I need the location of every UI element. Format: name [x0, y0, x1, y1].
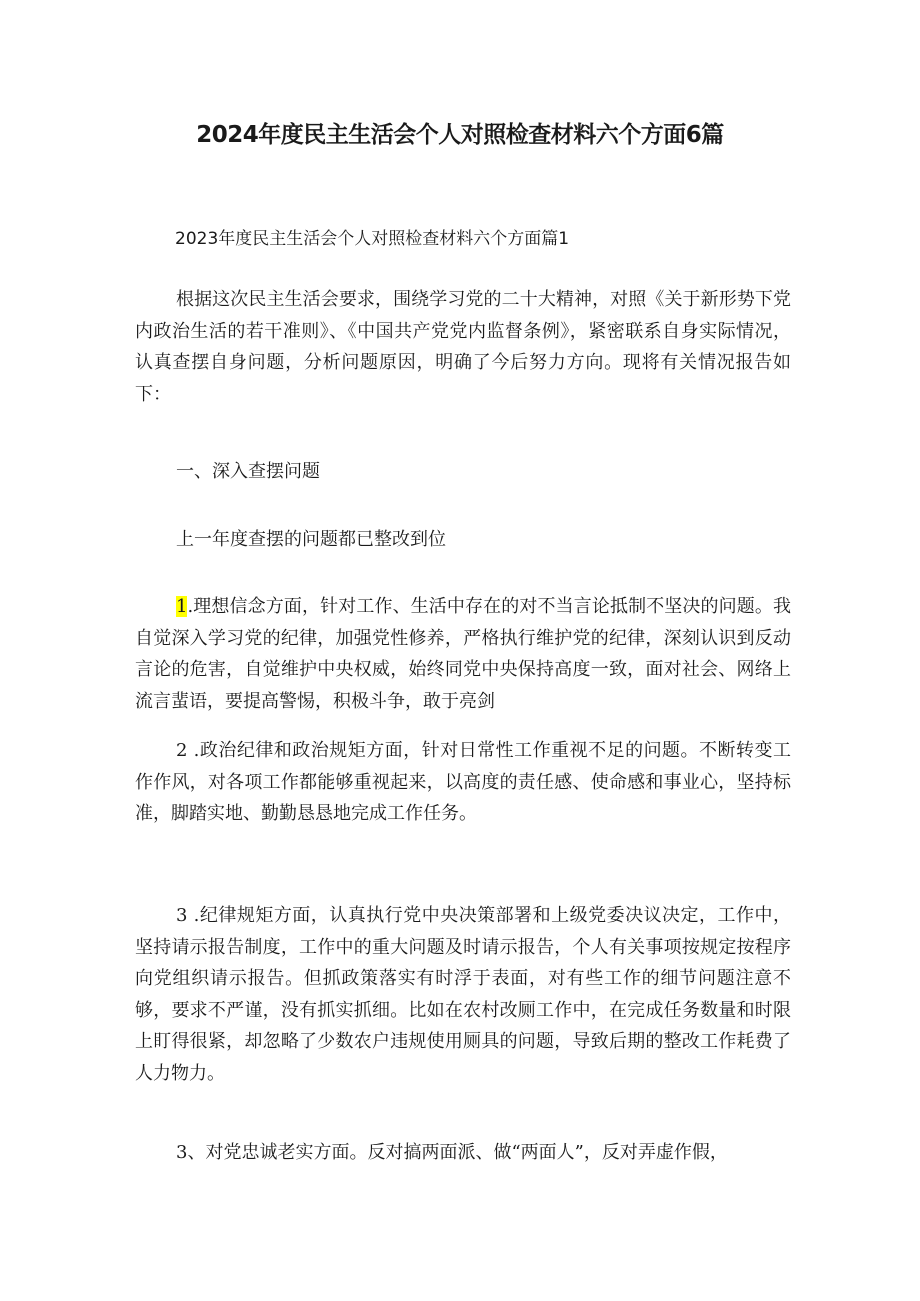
document-subtitle: 2023年度民主生活会个人对照检查材料六个方面篇1: [175, 229, 570, 249]
document-title: 2024年度民主生活会个人对照检查材料六个方面6篇: [196, 122, 724, 148]
section-heading: 一、深入查摆问题: [176, 461, 320, 482]
item-2-paragraph: 2 .政治纪律和政治规矩方面，针对日常性工作重视不足的问题。不断转变工作作风，对各项工作都能够重视起来，以高度的责任感、使命感和事业心，坚持标准，脚踏实地、勤勤恳恳地完成工作任务。: [135, 740, 791, 824]
intro-paragraph: 根据这次民主生活会要求，围绕学习党的二十大精神，对照《关于新形势下党内政治生活的若干准则》、《中国共产党党内监督条例》，紧密联系自身实际情况，认真查摆自身问题，分析问题原因，明确了今后努力方向。现将有关情况报告如下：: [135, 289, 791, 405]
item-1-text: .理想信念方面，针对工作、生活中存在的对不当言论抵制不坚决的问题。我自觉深入学习党的纪律，加强党性修养，严格执行维护党的纪律，深刻认识到反动言论的危害，自觉维护中央权威，始终同党中央保持高度一致，面对社会、网络上流言蜚语，要提高警惕，积极斗争，敢于亮剑: [135, 596, 791, 712]
highlighted-number: 1: [176, 596, 188, 617]
item-1-paragraph: [135, 591, 791, 717]
item-4-paragraph: 3、对党忠诚老实方面。反对搞两面派、做“两面人”，反对弄虚作假，: [176, 1142, 728, 1163]
item-3-paragraph: 3 .纪律规矩方面，认真执行党中央决策部署和上级党委决议决定，工作中，坚持请示报告制度，工作中的重大问题及时请示报告，个人有关事项按规定按程序向党组织请示报告。但抓政策落实有时浮于表面，对有些工作的细节问题注意不够，要求不严谨，没有抓实抓细。比如在农村改厕工作中，在完成任务数量和时限上盯得很紧，却忽略了少数农户违规使用厕具的问题，导致后期的整改工作耗费了人力物力。: [135, 905, 791, 1084]
section-subheading: 上一年度查摆的问题都已整改到位: [176, 529, 446, 550]
